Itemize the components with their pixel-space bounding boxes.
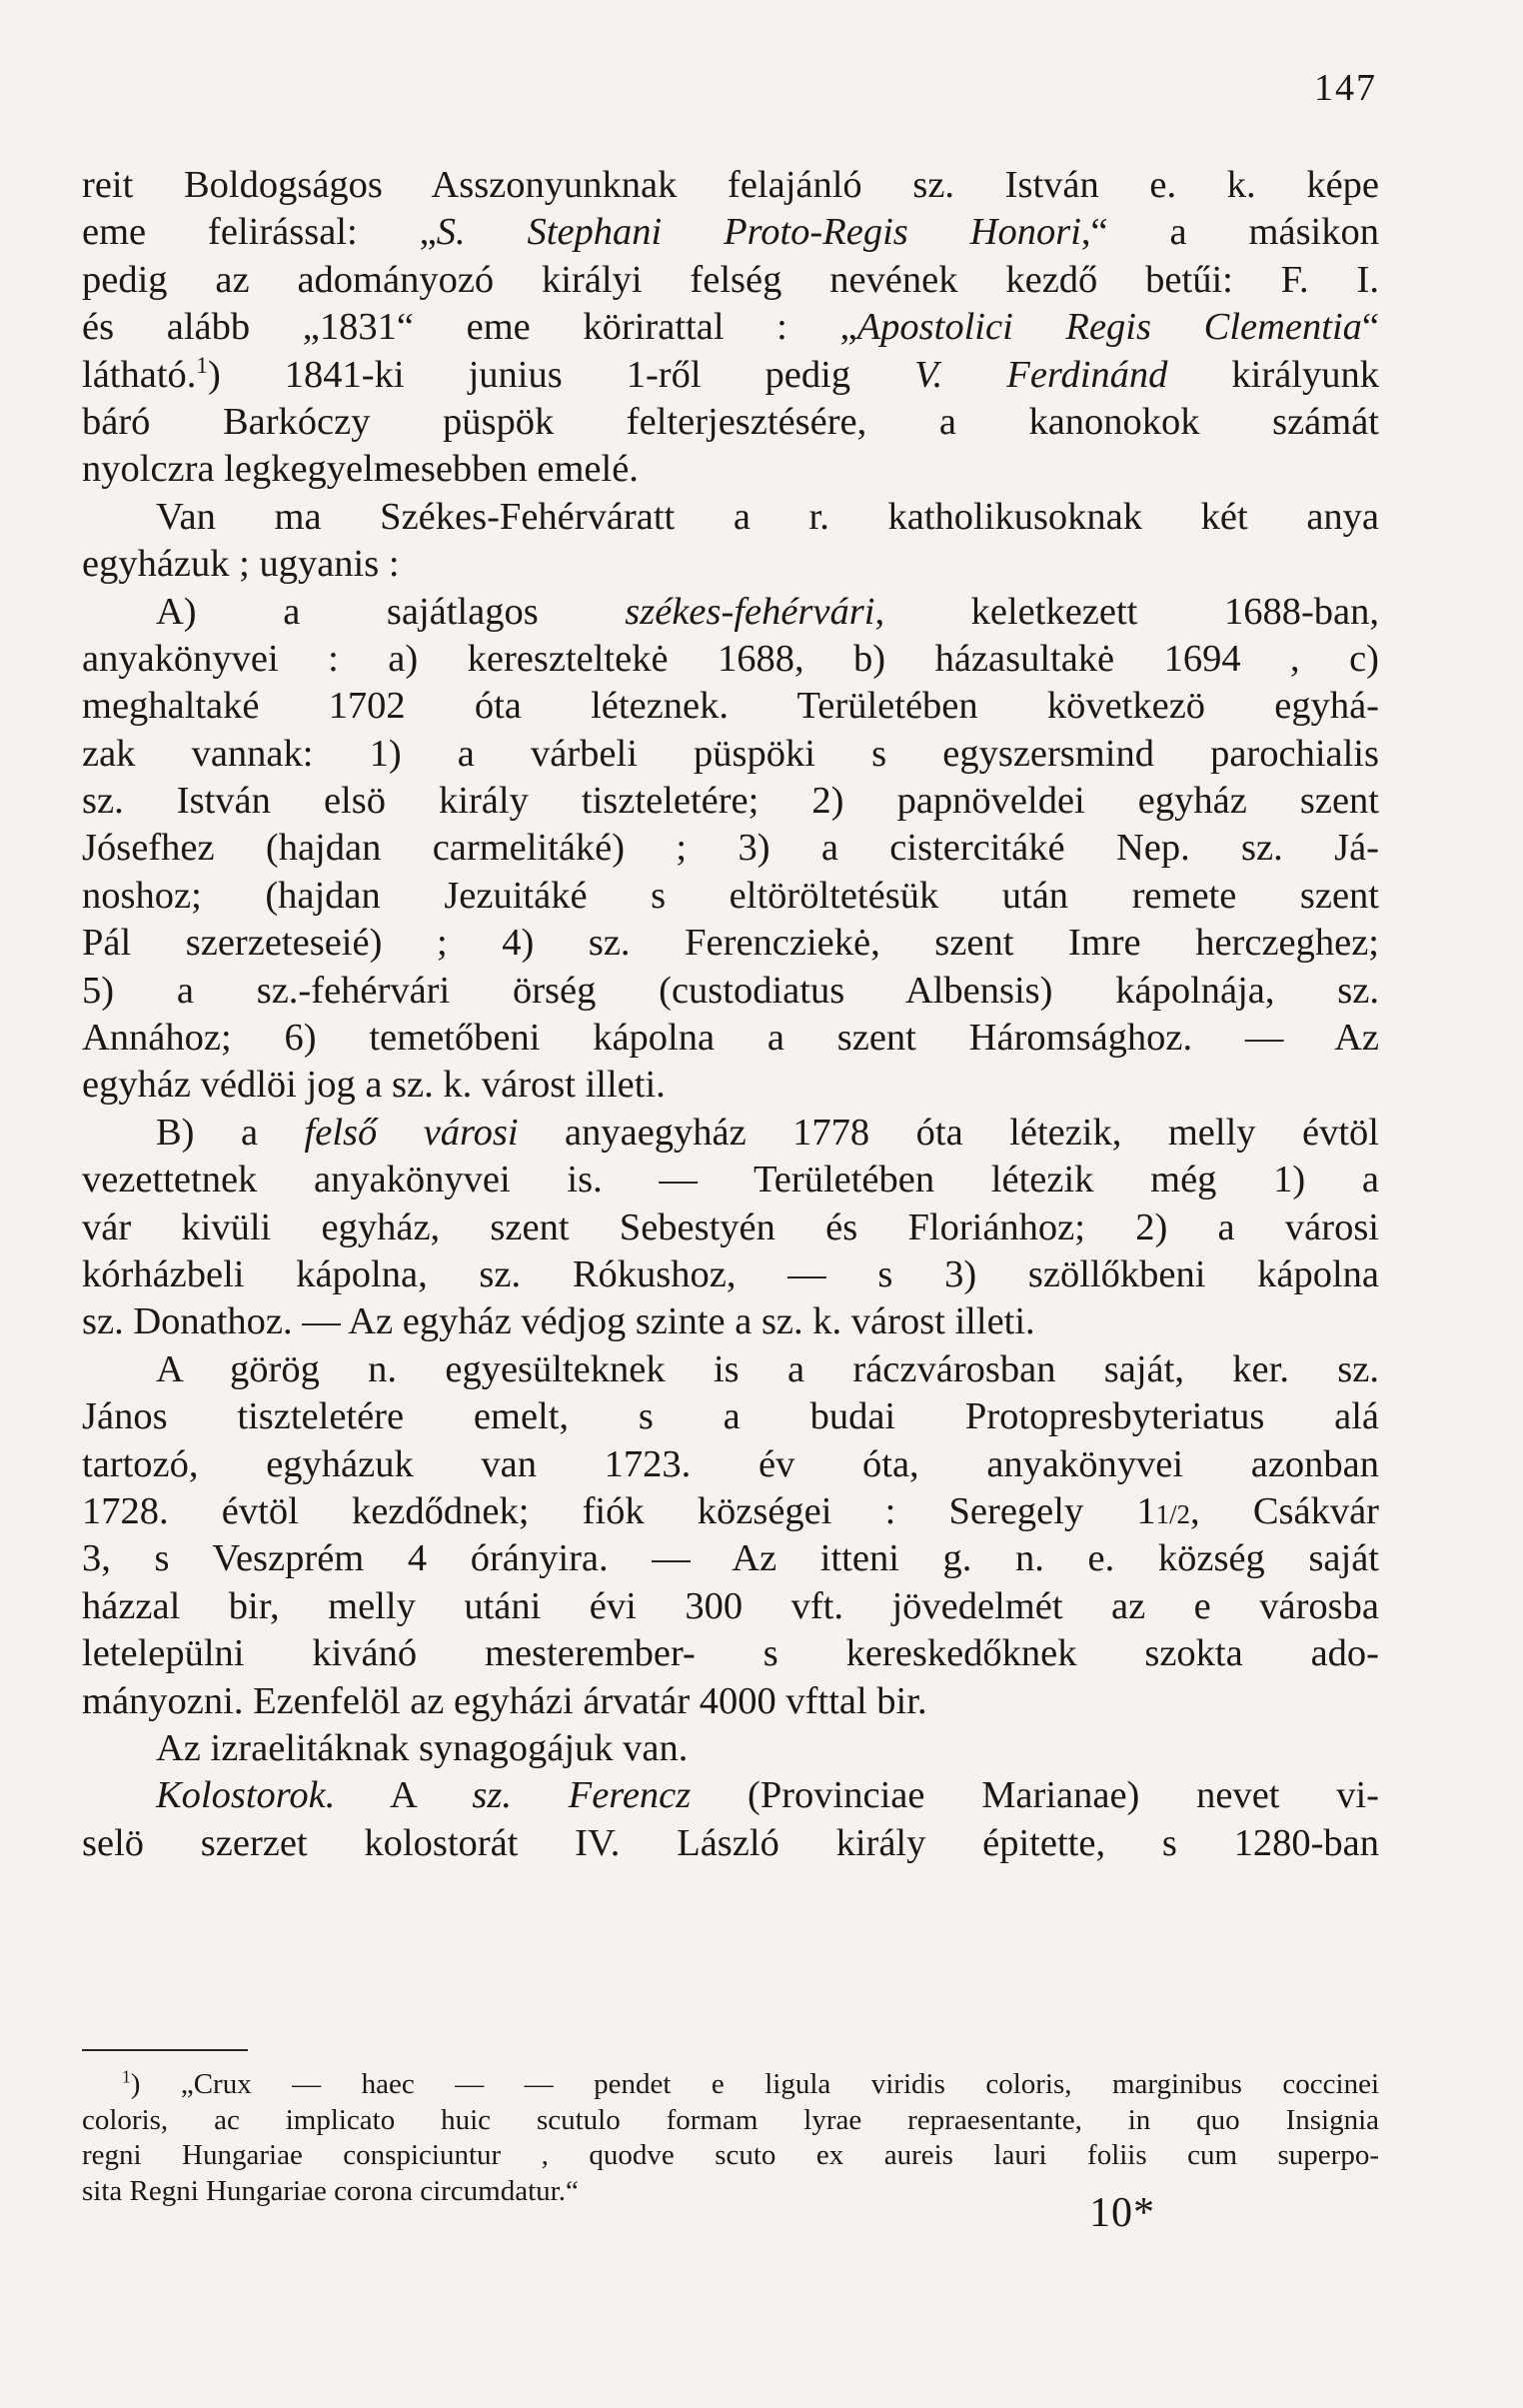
text-run: eme felirással: „ xyxy=(82,211,437,254)
text-run: (Provinciae Marianae) nevet vi- xyxy=(691,1774,1379,1817)
text-run: kórházbeli kápolna, sz. Rókushoz, — s 3) szöllőkbeni kápolna xyxy=(82,1252,1379,1295)
text-run: báró Barkóczy püspök felterjesztésére, a kanonokok számát xyxy=(82,400,1379,443)
text-line xyxy=(82,1583,1379,1630)
text-run: Jósefhez (hajdan carmelitáké) ; 3) a cistercitáké Nep. sz. Já- xyxy=(82,827,1379,870)
text-run: A) a sajátlagos xyxy=(156,590,626,633)
signature-mark: 10* xyxy=(1089,2190,1155,2236)
text-run: reit Boldogságos Asszonyunknak felajánló sz. István e. k. képe xyxy=(82,164,1379,206)
text-run: noshoz; (hajdan Jezuitáké s eltöröltetésük után remete szent xyxy=(82,874,1379,917)
italic-run: S. Stephani Proto-Regis Honori xyxy=(436,211,1081,254)
text-line xyxy=(82,446,1379,493)
italic-run: Kolostorok. xyxy=(156,1774,336,1817)
text-run: János tiszteletére emelt, s a budai Protopresbyteriatus alá xyxy=(82,1395,1379,1438)
text-run: házzal bir, melly utáni évi 300 vft. jövedelmét az e városba xyxy=(82,1584,1379,1627)
text-line xyxy=(82,636,1379,683)
text-line xyxy=(82,1725,1379,1772)
text-run: anyaegyház 1778 óta létezik, melly évtöl xyxy=(518,1111,1379,1154)
footnote-line xyxy=(82,2103,1379,2139)
text-run: tartozó, egyházuk van 1723. év óta, anyakönyvei azonban xyxy=(82,1442,1379,1485)
text-line xyxy=(82,399,1379,446)
text-run: egyház védlöi jog a sz. k. várost illeti. xyxy=(82,1064,666,1107)
text-line xyxy=(82,1015,1379,1062)
text-line xyxy=(82,968,1379,1015)
text-line xyxy=(82,778,1379,825)
text-run: meghaltaké 1702 óta léteznek. Területében következö egyhá- xyxy=(82,685,1379,728)
text-run: pedig az adományozó királyi felség nevének kezdő betűi: F. I. xyxy=(82,258,1379,301)
text-run: A xyxy=(335,1774,473,1817)
text-run: ) 1841-ki junius 1-ről pedig xyxy=(207,353,915,396)
text-run: királyunk xyxy=(1167,353,1379,396)
text-run: regni Hungariae conspiciuntur , quodve scuto ex aureis lauri foliis cum superpo- xyxy=(82,2139,1379,2171)
page-number: 147 xyxy=(1314,67,1377,109)
text-line xyxy=(82,1678,1379,1725)
italic-run: V. Ferdinánd xyxy=(914,353,1168,396)
text-line xyxy=(82,1251,1379,1298)
footnote-separator xyxy=(82,2049,248,2051)
footnote-marker: 1 xyxy=(196,351,208,378)
text-line xyxy=(82,1062,1379,1109)
text-run: nyolczra legkegyelmesebben emelé. xyxy=(82,448,639,491)
text-run: és alább „1831“ eme körirattal : „ xyxy=(82,306,857,349)
text-run: sita Regni Hungariae corona circumdatur.“ xyxy=(82,2174,579,2207)
text-line xyxy=(82,873,1379,920)
text-line xyxy=(82,1346,1379,1393)
text-run: anyakönyvei : a) kereszteltekė 1688, b) házasultakė 1694 , c) xyxy=(82,637,1379,680)
text-line xyxy=(82,209,1379,256)
text-run: B) a xyxy=(156,1111,305,1154)
text-line xyxy=(82,257,1379,304)
text-line xyxy=(82,1157,1379,1204)
italic-run: székes-fehérvári xyxy=(625,590,875,633)
text-line xyxy=(82,1535,1379,1582)
text-line xyxy=(82,1820,1379,1867)
italic-run: sz. Ferencz xyxy=(472,1774,692,1817)
text-run: Annához; 6) temetőbeni kápolna a szent Háromsághoz. — Az xyxy=(82,1017,1379,1060)
footnote-line xyxy=(82,2174,1379,2210)
text-run: ,“ a másikon xyxy=(1080,211,1379,254)
text-run: selö szerzet kolostorát IV. László király épitette, s 1280-ban xyxy=(82,1821,1379,1864)
text-run: vár kivüli egyház, szent Sebestyén és Floriánhoz; 2) a városi xyxy=(82,1205,1379,1248)
text-run: Az izraelitáknak synagogájuk van. xyxy=(156,1726,689,1769)
text-run: 5) a sz.-fehérvári örség (custodiatus Albensis) kápolnája, sz. xyxy=(82,969,1379,1012)
text-line xyxy=(82,920,1379,967)
text-line xyxy=(82,825,1379,872)
text-run: vezettetnek anyakönyvei is. — Területében létezik még 1) a xyxy=(82,1159,1379,1202)
footnote-line xyxy=(82,2138,1379,2174)
text-line xyxy=(82,1393,1379,1440)
text-line xyxy=(82,541,1379,588)
text-run: zak vannak: 1) a várbeli püspöki s egyszersmind parochialis xyxy=(82,732,1379,775)
text-run: 1728. évtöl kezdődnek; fiók községei : Seregely 1 xyxy=(82,1489,1156,1532)
text-line xyxy=(82,1441,1379,1488)
italic-run: felső városi xyxy=(304,1111,519,1154)
text-run: coloris, ac implicato huic scutulo formam lyrae repraesentante, in quo Insignia xyxy=(82,2103,1379,2136)
body-text xyxy=(82,162,1379,1867)
text-run: 3, s Veszprém 4 órányira. — Az itteni g. n. e. község saját xyxy=(82,1537,1379,1580)
text-run: látható. xyxy=(82,353,197,396)
text-line xyxy=(82,162,1379,209)
text-line xyxy=(82,1204,1379,1251)
text-run: sz. István elsö király tiszteletére; 2) papnöveldei egyház szent xyxy=(82,780,1379,823)
text-run: mányozni. Ezenfelöl az egyházi árvatár 4000 vfttal bir. xyxy=(82,1679,927,1722)
text-run: , keletkezett 1688-ban, xyxy=(874,590,1379,633)
text-line xyxy=(82,304,1379,351)
footnote xyxy=(82,2067,1379,2209)
footnote-marker: 1 xyxy=(122,2066,131,2087)
text-line xyxy=(82,731,1379,778)
text-run: sz. Donathoz. — Az egyház védjog szinte a sz. k. várost illeti. xyxy=(82,1300,1035,1343)
text-line xyxy=(82,683,1379,730)
text-line xyxy=(82,1298,1379,1345)
text-run: egyházuk ; ugyanis : xyxy=(82,543,400,586)
text-run: ) „Crux — haec — — pendet e ligula viridis coloris, marginibus coccinei xyxy=(130,2068,1379,2100)
text-run: Van ma Székes-Fehérváratt a r. katholikusoknak két anya xyxy=(156,495,1379,538)
text-line xyxy=(82,1110,1379,1157)
text-line xyxy=(82,1488,1379,1535)
text-line xyxy=(82,589,1379,636)
footnote-line xyxy=(82,2067,1379,2103)
text-line xyxy=(82,1772,1379,1819)
text-line xyxy=(82,494,1379,541)
text-run: “ xyxy=(1361,306,1379,349)
text-run: letelepülni kivánó mesterember- s kereskedőknek szokta ado- xyxy=(82,1632,1379,1675)
text-run: A görög n. egyesülteknek is a ráczvárosban saját, ker. sz. xyxy=(156,1347,1379,1390)
fraction: 1/2 xyxy=(1155,1498,1191,1529)
text-line xyxy=(82,1630,1379,1677)
text-run: Pál szerzeteseié) ; 4) sz. Ferencziekė, szent Imre herczeghez; xyxy=(82,922,1379,965)
italic-run: Apostolici Regis Clementia xyxy=(856,306,1362,349)
text-line xyxy=(82,352,1379,399)
text-run: , Csákvár xyxy=(1190,1489,1379,1532)
